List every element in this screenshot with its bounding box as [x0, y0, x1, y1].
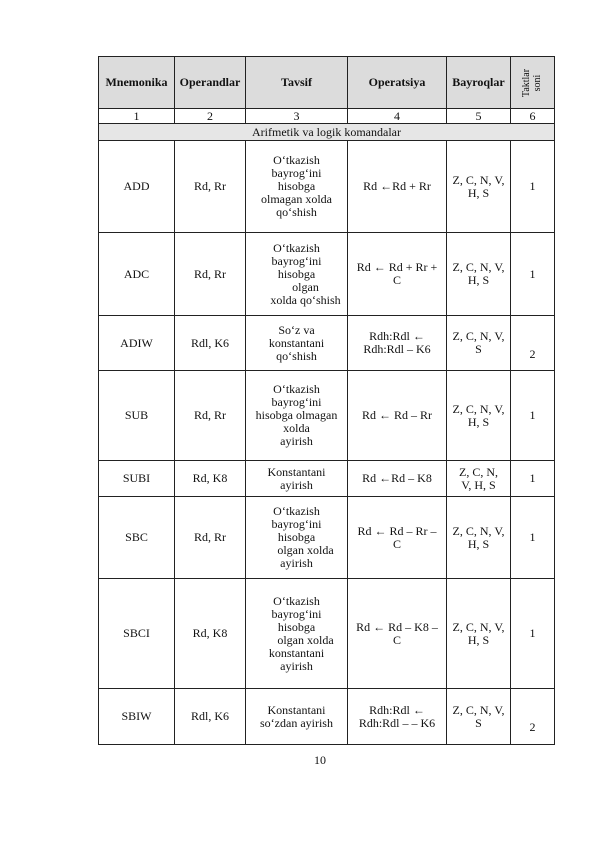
table-row — [99, 233, 555, 316]
cell-flags — [447, 689, 511, 745]
table-row — [99, 689, 555, 745]
table-row — [99, 461, 555, 497]
cell-operation-line: Rd ← Rd – Rr — [361, 408, 432, 422]
cell-flags-line: Z, C, N, — [459, 464, 498, 479]
cell-description-line: hisobga — [277, 530, 316, 544]
cell-operation-line: C — [392, 273, 401, 287]
cell-operation-line: C — [392, 536, 401, 551]
cell-description-line: hisobga — [277, 266, 316, 281]
cell-operation — [348, 689, 447, 745]
cell-description-line: ayirish — [280, 556, 313, 570]
cell-flags-line: Z, C, N, V, — [452, 260, 505, 274]
cell-description-line: olgan xolda — [277, 632, 334, 647]
cell-mnemonic: SBC — [99, 497, 175, 579]
cell-description — [246, 497, 348, 579]
column-number-row — [99, 109, 555, 124]
column-number: 3 — [246, 109, 348, 124]
cell-description-line: Konstantani — [267, 464, 326, 479]
cell-description-line: konstantani — [268, 335, 325, 350]
cell-flags-line: H, S — [467, 414, 490, 429]
cell-operation — [348, 141, 447, 233]
cell-operation-line: Rdh:Rdl ← — [369, 702, 425, 717]
cell-description-line: O‘tkazish — [273, 240, 320, 255]
table-row — [99, 141, 555, 233]
header-operandlar: Operandlar — [175, 57, 246, 109]
table-row — [99, 316, 555, 371]
column-number: 1 — [99, 109, 175, 124]
cell-cycles: 1 — [511, 579, 555, 689]
table-row — [99, 497, 555, 579]
cell-cycles: 2 — [511, 689, 555, 745]
cell-flags-line: H, S — [467, 632, 490, 647]
cell-operation — [348, 316, 447, 371]
cell-flags-line: S — [475, 342, 482, 356]
cell-flags-line: Z, C, N, V, — [452, 401, 505, 416]
header-taktlar-soni: Taktlar soni — [511, 57, 555, 109]
cell-description-line: O‘tkazish — [273, 382, 320, 396]
column-number: 2 — [175, 109, 246, 124]
column-number: 5 — [447, 109, 511, 124]
cell-operation-line: Rd ←Rd + Rr — [363, 179, 431, 193]
cell-mnemonic: SUBI — [99, 461, 175, 497]
cell-description-line: hisobga — [277, 179, 316, 193]
cell-description-line: olmagan xolda — [261, 192, 332, 206]
cell-cycles: 1 — [511, 233, 555, 316]
cell-operation-line: Rdh:Rdl – K6 — [363, 342, 431, 356]
cell-description — [246, 579, 348, 689]
cell-flags — [447, 233, 511, 316]
cell-flags — [447, 579, 511, 689]
cell-description — [246, 689, 348, 745]
header-operatsiya: Operatsiya — [348, 57, 447, 109]
cell-flags-line: Z, C, N, V, — [452, 619, 505, 634]
page-number: 10 — [314, 753, 326, 767]
cell-description-line: qo‘shish — [276, 348, 317, 363]
cell-description-line: qo‘shish — [276, 205, 317, 219]
cell-flags-line: S — [475, 715, 482, 730]
cell-flags-line: H, S — [467, 185, 490, 200]
cell-description — [246, 141, 348, 233]
cell-description-line: So‘z va — [278, 322, 315, 337]
cell-cycles: 1 — [511, 141, 555, 233]
cell-description-line: hisobga — [277, 619, 316, 634]
cell-flags-line: Z, C, N, V, — [452, 329, 505, 343]
cell-operation — [348, 371, 447, 461]
cell-mnemonic: SBCI — [99, 579, 175, 689]
cell-mnemonic: ADD — [99, 141, 175, 233]
cell-flags — [447, 141, 511, 233]
cell-description-line: xolda — [283, 421, 310, 435]
cell-description-line: bayrog‘ini — [271, 253, 322, 268]
cell-mnemonic: SBIW — [99, 689, 175, 745]
cell-description-line: bayrog‘ini — [271, 606, 322, 621]
instruction-table — [98, 56, 555, 745]
cell-flags-line: Z, C, N, V, — [452, 172, 505, 187]
cell-operation-line: Rd ← Rd – K8 – — [356, 619, 438, 634]
cell-flags-line: V, H, S — [461, 477, 496, 492]
cell-flags-line: H, S — [467, 536, 490, 551]
cell-operation-line: Rdh:Rdl – – K6 — [358, 715, 436, 730]
cell-description — [246, 461, 348, 497]
header-row — [99, 57, 555, 109]
cell-description — [246, 371, 348, 461]
cell-description-line: bayrog‘ini — [271, 166, 322, 180]
cell-operation — [348, 579, 447, 689]
cell-description-line: O‘tkazish — [273, 153, 320, 167]
section-row — [99, 124, 555, 141]
cell-operands: Rdl, K6 — [175, 689, 246, 745]
cell-flags — [447, 461, 511, 497]
cell-operation-line: Rd ← Rd + Rr + — [356, 260, 438, 274]
cell-cycles: 1 — [511, 461, 555, 497]
cell-description-line: hisobga olmagan — [255, 408, 338, 422]
cell-flags — [447, 371, 511, 461]
cell-description-line: O‘tkazish — [273, 593, 320, 608]
table-row — [99, 579, 555, 689]
column-number: 6 — [511, 109, 555, 124]
cell-description-line: xolda qo‘shish — [270, 292, 341, 307]
cell-operation-line: Rd ← Rd – Rr – — [357, 523, 437, 538]
header-tavsif: Tavsif — [246, 57, 348, 109]
cell-description-line: O‘tkazish — [273, 504, 320, 518]
cell-description-line: ayirish — [280, 477, 313, 492]
cell-operation-line: Rdh:Rdl ← — [369, 329, 425, 343]
cell-cycles: 1 — [511, 497, 555, 579]
cell-description-line: so‘zdan ayirish — [260, 715, 333, 730]
cell-operands: Rd, Rr — [175, 233, 246, 316]
cell-description-line: olgan — [292, 279, 319, 294]
cell-flags-line: Z, C, N, V, — [452, 523, 505, 538]
table-row — [99, 371, 555, 461]
cell-mnemonic: ADC — [99, 233, 175, 316]
cell-operation — [348, 461, 447, 497]
cell-operands: Rd, Rr — [175, 371, 246, 461]
cell-description-line: olgan xolda — [277, 543, 334, 557]
cell-mnemonic: ADIW — [99, 316, 175, 371]
cell-operation-line: Rd ←Rd – K8 — [362, 471, 432, 485]
cell-operation-line: C — [392, 632, 401, 647]
cell-description-line: ayirish — [280, 434, 313, 448]
cell-flags — [447, 497, 511, 579]
cell-operands: Rd, K8 — [175, 579, 246, 689]
cell-operation — [348, 497, 447, 579]
cell-description-line: ayirish — [280, 658, 313, 673]
cell-operation — [348, 233, 447, 316]
cell-description-line: konstantani — [268, 645, 325, 660]
header-mnemonika: Mnemonika — [99, 57, 175, 109]
cell-mnemonic: SUB — [99, 371, 175, 461]
cell-operands: Rdl, K6 — [175, 316, 246, 371]
cell-operands: Rd, K8 — [175, 461, 246, 497]
cell-operands: Rd, Rr — [175, 141, 246, 233]
cell-description — [246, 233, 348, 316]
cell-flags-line: Z, C, N, V, — [452, 702, 505, 717]
column-number: 4 — [348, 109, 447, 124]
cell-operands: Rd, Rr — [175, 497, 246, 579]
cell-description-line: bayrog‘ini — [271, 517, 322, 531]
cell-flags — [447, 316, 511, 371]
section-title: Arifmetik va logik komandalar — [99, 124, 555, 141]
cell-flags-line: H, S — [467, 273, 490, 287]
cell-description-line: bayrog‘ini — [271, 395, 322, 409]
cell-description-line: Konstantani — [267, 702, 326, 717]
cell-cycles: 1 — [511, 371, 555, 461]
header-bayroqlar: Bayroqlar — [447, 57, 511, 109]
cell-description — [246, 316, 348, 371]
cell-cycles: 2 — [511, 316, 555, 371]
